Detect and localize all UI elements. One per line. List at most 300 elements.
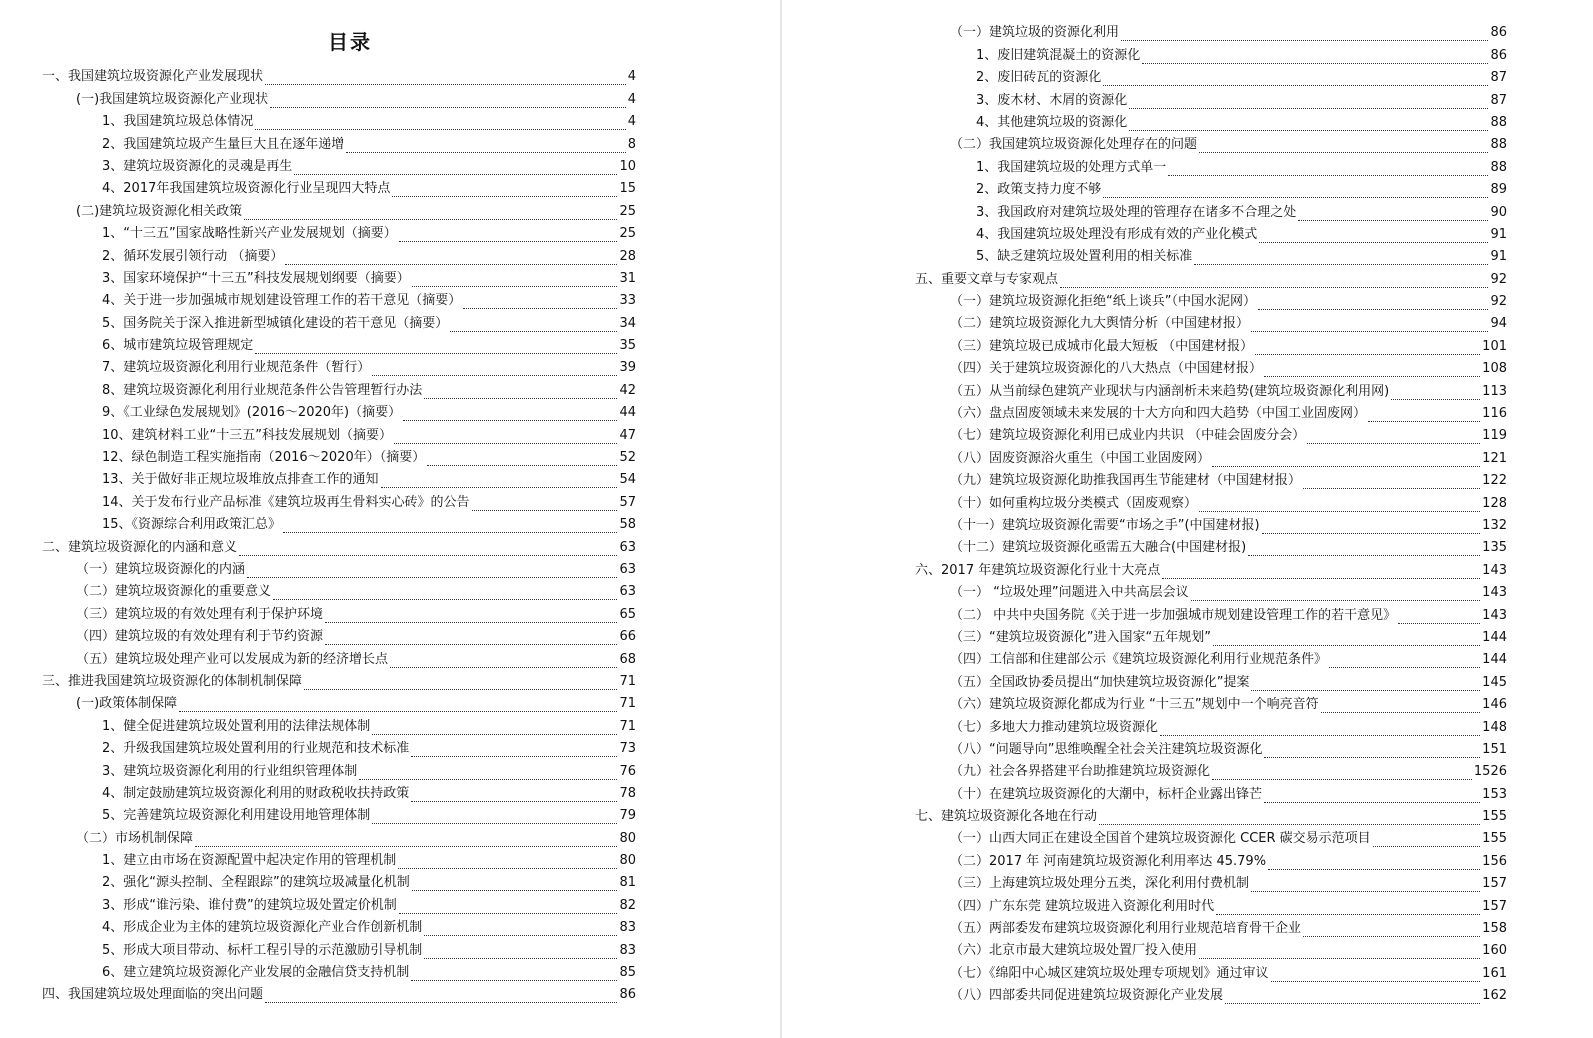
toc-entry[interactable] — [0, 936, 700, 958]
toc-entry-page: 80 — [619, 853, 636, 869]
toc-entry-page: 92 — [1490, 294, 1507, 310]
toc-entry-text: 3、建筑垃圾资源化利用的行业组织管理体制 — [102, 763, 358, 779]
toc-entry-text: （三）上海建筑垃圾处理分五类，深化利用付费机制 — [950, 876, 1250, 892]
toc-entry-text: （三）建筑垃圾已成城市化最大短板 （中国建材报） — [950, 338, 1254, 354]
toc-leader-dots — [1199, 944, 1480, 959]
toc-entry[interactable] — [870, 176, 1570, 198]
toc-entry[interactable] — [0, 220, 700, 242]
toc-leader-dots — [412, 272, 618, 287]
toc-leader-dots — [247, 563, 617, 578]
toc-entry[interactable] — [870, 579, 1570, 601]
toc-entry-page: 158 — [1482, 921, 1507, 937]
toc-entry-page: 42 — [619, 382, 636, 398]
toc-entry[interactable] — [870, 803, 1570, 825]
toc-leader-dots — [265, 70, 626, 85]
toc-entry[interactable] — [870, 982, 1570, 1004]
toc-entry[interactable] — [0, 130, 700, 152]
toc-entry[interactable] — [0, 309, 700, 331]
toc-leader-dots — [1307, 429, 1480, 444]
toc-entry-page: 8 — [627, 136, 636, 152]
toc-entry-text: （九）建筑垃圾资源化助推我国再生节能建材（中国建材报） — [950, 473, 1302, 489]
toc-entry-text: （二） 中共中央国务院《关于进一步加强城市规划建设管理工作的若干意见》 — [950, 607, 1397, 623]
toc-entry[interactable] — [0, 376, 700, 398]
toc-entry-text: （五）两部委发布建筑垃圾资源化利用行业规范培育骨干企业 — [950, 921, 1302, 937]
toc-entry[interactable] — [870, 444, 1570, 466]
toc-entry-text: （五）从当前绿色建筑产业现状与内涵剖析未来趋势(建筑垃圾资源化利用网) — [950, 383, 1390, 399]
toc-entry[interactable] — [870, 556, 1570, 578]
toc-entry-text: 3、形成“谁污染、谁付费”的建筑垃圾处置定价机制 — [102, 897, 397, 913]
toc-leader-dots — [1142, 49, 1488, 64]
toc-entry-text: 1、我国建筑垃圾总体情况 — [102, 114, 254, 130]
toc-entry-page: 4 — [627, 114, 636, 130]
toc-entry-text: (一)政策体制保障 — [76, 696, 178, 712]
toc-entry[interactable] — [870, 780, 1570, 802]
toc-entry-page: 119 — [1482, 428, 1507, 444]
toc-entry[interactable] — [0, 175, 700, 197]
toc-entry-page: 161 — [1482, 965, 1507, 981]
toc-entry-page: 15 — [619, 181, 636, 197]
toc-entry-page: 143 — [1482, 607, 1507, 623]
toc-entry[interactable] — [870, 355, 1570, 377]
toc-entry-text: 3、国家环境保护“十三五”科技发展规划纲要（摘要） — [102, 270, 410, 286]
toc-entry-page: 35 — [619, 338, 636, 354]
toc-entry-page: 79 — [619, 808, 636, 824]
toc-entry-page: 63 — [619, 584, 636, 600]
toc-entry[interactable] — [870, 736, 1570, 758]
toc-entry-text: （二）2017 年 河南建筑垃圾资源化利用率达 45.79% — [950, 853, 1267, 869]
toc-entry-text: （一）建筑垃圾资源化拒绝“纸上谈兵”（中国水泥网） — [950, 294, 1256, 310]
toc-leader-dots — [239, 541, 617, 556]
toc-entry-text: 3、建筑垃圾资源化的灵魂是再生 — [102, 158, 293, 174]
toc-leader-dots — [1391, 385, 1480, 400]
toc-entry-page: 87 — [1490, 92, 1507, 108]
toc-entry-page: 25 — [619, 203, 636, 219]
toc-entry-page: 47 — [619, 427, 636, 443]
toc-entry-page: 157 — [1482, 876, 1507, 892]
toc-entry-text: 8、建筑垃圾资源化利用行业规范条件公告管理暂行办法 — [102, 382, 423, 398]
toc-entry-text: 三、推进我国建筑垃圾资源化的体制机制保障 — [42, 673, 303, 689]
toc-entry-page: 144 — [1482, 652, 1507, 668]
toc-entry-text: （四）广东东莞 建筑垃圾进入资源化利用时代 — [950, 898, 1215, 914]
toc-entry[interactable] — [0, 824, 700, 846]
toc-entry[interactable] — [870, 153, 1570, 175]
toc-entry[interactable] — [0, 332, 700, 354]
toc-entry-text: 3、我国政府对建筑垃圾处理的管理存在诸多不合理之处 — [976, 204, 1297, 220]
toc-entry[interactable] — [870, 870, 1570, 892]
toc-entry-page: 25 — [619, 226, 636, 242]
toc-leader-dots — [424, 384, 617, 399]
toc-leader-dots — [1248, 541, 1480, 556]
toc-entry-text: 1、“十三五”国家战略性新兴产业发展规划（摘要） — [102, 226, 397, 242]
toc-entry-text: （七）多地大力推动建筑垃圾资源化 — [950, 719, 1159, 735]
toc-entry-text: （一） “垃圾处理”问题进入中共高层会议 — [950, 585, 1189, 601]
toc-entry-page: 156 — [1482, 853, 1507, 869]
toc-leader-dots — [285, 250, 617, 265]
toc-leader-dots — [398, 854, 617, 869]
toc-entry[interactable] — [0, 757, 700, 779]
toc-entry[interactable] — [0, 533, 700, 555]
toc-entry-text: 2、废旧砖瓦的资源化 — [976, 70, 1102, 86]
toc-entry-page: 88 — [1490, 137, 1507, 153]
toc-entry-page: 52 — [619, 450, 636, 466]
toc-entry-page: 66 — [619, 629, 636, 645]
toc-leader-dots — [463, 294, 617, 309]
toc-entry-text: 二、建筑垃圾资源化的内涵和意义 — [42, 539, 238, 555]
toc-entry[interactable] — [870, 847, 1570, 869]
toc-entry[interactable] — [870, 489, 1570, 511]
toc-entry-page: 160 — [1482, 943, 1507, 959]
toc-leader-dots — [403, 406, 617, 421]
toc-leader-dots — [1251, 877, 1480, 892]
toc-leader-dots — [392, 182, 617, 197]
toc-entry-page: 71 — [619, 696, 636, 712]
toc-entry-page: 122 — [1482, 473, 1507, 489]
toc-leader-dots — [283, 518, 617, 533]
toc-entry-page: 71 — [619, 718, 636, 734]
toc-entry[interactable] — [870, 400, 1570, 422]
toc-leader-dots — [1255, 340, 1480, 355]
toc-entry[interactable] — [870, 377, 1570, 399]
toc-entry-page: 94 — [1490, 316, 1507, 332]
toc-entry[interactable] — [870, 64, 1570, 86]
toc-leader-dots — [1099, 810, 1480, 825]
toc-leader-dots — [255, 115, 625, 130]
toc-entry-page: 88 — [1490, 159, 1507, 175]
toc-entry-text: （四）工信部和住建部公示《建筑垃圾资源化利用行业规范条件》 — [950, 652, 1328, 668]
toc-leader-dots — [381, 473, 618, 488]
toc-entry-page: 135 — [1482, 540, 1507, 556]
toc-entry-text: （六）建筑垃圾资源化都成为行业 “十三五”规划中一个响亮音符 — [950, 697, 1319, 713]
toc-entry[interactable] — [870, 937, 1570, 959]
toc-entry[interactable] — [870, 265, 1570, 287]
toc-entry-page: 116 — [1482, 406, 1507, 422]
toc-leader-dots — [273, 585, 617, 600]
toc-entry[interactable] — [870, 668, 1570, 690]
toc-entry-page: 65 — [619, 606, 636, 622]
toc-leader-dots — [1303, 922, 1480, 937]
toc-entry[interactable] — [870, 221, 1570, 243]
toc-leader-dots — [1262, 519, 1481, 534]
toc-leader-dots — [1268, 855, 1480, 870]
toc-entry[interactable] — [870, 825, 1570, 847]
toc-leader-dots — [325, 608, 617, 623]
toc-leader-dots — [472, 496, 618, 511]
toc-entry[interactable] — [0, 265, 700, 287]
toc-leader-dots — [372, 361, 617, 376]
toc-leader-dots — [255, 339, 617, 354]
toc-entry-text: （六）北京市最大建筑垃圾处置厂投入使用 — [950, 943, 1198, 959]
toc-entry-text: （八）固废资源浴火重生（中国工业固废网） — [950, 450, 1211, 466]
toc-entry[interactable] — [0, 488, 700, 510]
toc-entry[interactable] — [0, 578, 700, 600]
toc-entry-page: 153 — [1482, 786, 1507, 802]
toc-leader-dots — [1212, 452, 1480, 467]
toc-entry-text: (一)我国建筑垃圾资源化产业现状 — [76, 91, 269, 107]
toc-entry-text: 4、2017年我国建筑垃圾资源化行业呈现四大特点 — [102, 181, 391, 197]
toc-entry[interactable] — [0, 690, 700, 712]
toc-entry-page: 86 — [619, 987, 636, 1003]
toc-leader-dots — [1129, 94, 1488, 109]
toc-entry-page: 83 — [619, 920, 636, 936]
toc-entry-page: 83 — [619, 942, 636, 958]
toc-leader-dots — [1194, 250, 1488, 265]
toc-entry-text: 1、废旧建筑混凝土的资源化 — [976, 47, 1141, 63]
toc-entry[interactable] — [870, 959, 1570, 981]
toc-entry[interactable] — [0, 712, 700, 734]
toc-leader-dots — [1258, 295, 1488, 310]
toc-entry-page: 87 — [1490, 70, 1507, 86]
toc-entry-text: （九）社会各界搭建平台助推建筑垃圾资源化 — [950, 764, 1211, 780]
toc-entry[interactable] — [0, 847, 700, 869]
toc-entry[interactable] — [0, 287, 700, 309]
toc-leader-dots — [450, 317, 617, 332]
toc-leader-dots — [195, 832, 617, 847]
toc-entry-text: （二）我国建筑垃圾资源化处理存在的问题 — [950, 137, 1198, 153]
toc-entry-page: 89 — [1490, 182, 1507, 198]
toc-entry-page: 68 — [619, 651, 636, 667]
toc-entry-page: 76 — [619, 763, 636, 779]
toc-entry[interactable] — [870, 41, 1570, 63]
toc-leader-dots — [1271, 967, 1481, 982]
toc-entry[interactable] — [870, 288, 1570, 310]
toc-leader-dots — [1264, 788, 1480, 803]
toc-entry-text: 15、《资源综合利用政策汇总》 — [102, 517, 282, 533]
toc-entry-page: 92 — [1490, 271, 1507, 287]
toc-entry-text: （一）建筑垃圾资源化的内涵 — [76, 561, 246, 577]
toc-leader-dots — [1264, 362, 1480, 377]
toc-leader-dots — [346, 138, 625, 153]
toc-entry-page: 1526 — [1473, 764, 1507, 780]
toc-entry-text: 10、建筑材料工业“十三五”科技发展规划（摘要） — [102, 427, 393, 443]
toc-entry-text: （一）建筑垃圾的资源化利用 — [950, 25, 1120, 41]
toc-entry-text: （五）全国政协委员提出“加快建筑垃圾资源化”提案 — [950, 674, 1250, 690]
toc-entry-text: （七）《绵阳中心城区建筑垃圾处理专项规划》通过审议 — [950, 965, 1269, 981]
toc-entry[interactable] — [0, 511, 700, 533]
toc-entry-text: 3、废木材、木屑的资源化 — [976, 92, 1128, 108]
toc-entry-text: （二）市场机制保障 — [76, 830, 194, 846]
toc-entry[interactable] — [870, 691, 1570, 713]
toc-entry[interactable] — [0, 242, 700, 264]
toc-leader-dots — [1103, 71, 1488, 86]
toc-entry-page: 54 — [619, 472, 636, 488]
toc-entry-page: 71 — [619, 673, 636, 689]
toc-entry-page: 162 — [1482, 988, 1507, 1004]
toc-entry-text: （四）关于建筑垃圾资源化的八大热点（中国建材报） — [950, 361, 1263, 377]
toc-entry-page: 144 — [1482, 629, 1507, 645]
toc-entry-text: 7、建筑垃圾资源化利用行业规范条件（暂行） — [102, 360, 371, 376]
toc-entry-page: 91 — [1490, 249, 1507, 265]
toc-entry[interactable] — [870, 109, 1570, 131]
toc-entry-page: 57 — [619, 494, 636, 510]
toc-entry[interactable] — [870, 601, 1570, 623]
toc-entry[interactable] — [0, 600, 700, 622]
toc-entry-text: 5、缺乏建筑垃圾处置利用的相关标准 — [976, 249, 1193, 265]
toc-entry-page: 44 — [619, 405, 636, 421]
toc-entry[interactable] — [0, 197, 700, 219]
toc-leader-dots — [1191, 586, 1481, 601]
toc-entry[interactable] — [0, 959, 700, 981]
toc-page-right — [870, 0, 1570, 1038]
toc-entry-text: （十）在建筑垃圾资源化的大潮中，标杆企业露出锋芒 — [950, 786, 1263, 802]
toc-leader-dots — [1259, 228, 1488, 243]
toc-entry-text: 四、我国建筑垃圾处理面临的突出问题 — [42, 987, 264, 1003]
toc-entry[interactable] — [870, 758, 1570, 780]
toc-entry[interactable] — [870, 713, 1570, 735]
toc-entry[interactable] — [0, 444, 700, 466]
toc-entry-text: （十）如何重构垃圾分类模式（固废观察） — [950, 495, 1198, 511]
toc-entry-text: 1、健全促进建筑垃圾处置利用的法律法规体制 — [102, 718, 371, 734]
toc-entry[interactable] — [870, 310, 1570, 332]
toc-leader-dots — [1264, 743, 1480, 758]
toc-entry[interactable] — [870, 422, 1570, 444]
toc-entry[interactable] — [0, 623, 700, 645]
toc-leader-dots — [294, 160, 617, 175]
toc-entry[interactable] — [870, 86, 1570, 108]
toc-entry-text: （一）山西大同正在建设全国首个建筑垃圾资源化 CCER 碳交易示范项目 — [950, 831, 1371, 847]
toc-entry-page: 4 — [627, 69, 636, 85]
toc-leader-dots — [1303, 474, 1480, 489]
toc-entry[interactable] — [870, 512, 1570, 534]
toc-entry-page: 155 — [1482, 809, 1507, 825]
toc-entry-page: 4 — [627, 91, 636, 107]
toc-entry-page: 63 — [619, 539, 636, 555]
toc-entry-text: 12、绿色制造工程实施指南（2016～2020年）（摘要） — [102, 450, 426, 466]
toc-entry-page: 39 — [619, 360, 636, 376]
toc-leader-dots — [424, 921, 617, 936]
toc-entry-text: 9、《工业绿色发展规划》(2016～2020年)（摘要） — [102, 405, 402, 421]
toc-entry[interactable] — [0, 802, 700, 824]
toc-leader-dots — [411, 742, 617, 757]
toc-entry[interactable] — [0, 981, 700, 1003]
toc-entry-page: 143 — [1482, 585, 1507, 601]
toc-entry[interactable] — [870, 892, 1570, 914]
toc-leader-dots — [270, 93, 626, 108]
toc-entry[interactable] — [0, 85, 700, 107]
toc-entry-text: 13、关于做好非正规垃圾堆放点排查工作的通知 — [102, 472, 379, 488]
toc-entry-text: 六、2017 年建筑垃圾资源化行业十大亮点 — [915, 562, 1161, 578]
toc-leader-dots — [265, 988, 617, 1003]
toc-entry[interactable] — [0, 735, 700, 757]
toc-entry-page: 80 — [619, 830, 636, 846]
toc-entry-page: 86 — [1490, 47, 1507, 63]
toc-entry-page: 151 — [1482, 741, 1507, 757]
toc-entry-page: 145 — [1482, 674, 1507, 690]
toc-entry-page: 81 — [619, 875, 636, 891]
toc-leader-dots — [1160, 721, 1480, 736]
toc-entry[interactable] — [0, 354, 700, 376]
toc-leader-dots — [1251, 317, 1488, 332]
toc-entry[interactable] — [870, 332, 1570, 354]
toc-entry-page: 90 — [1490, 204, 1507, 220]
toc-entry-page: 155 — [1482, 831, 1507, 847]
toc-entry[interactable] — [870, 243, 1570, 265]
toc-leader-dots — [1199, 138, 1488, 153]
toc-entry[interactable] — [0, 869, 700, 891]
toc-leader-dots — [411, 787, 617, 802]
toc-entry-text: （七）建筑垃圾资源化利用已成业内共识 （中硅会固废分会） — [950, 428, 1306, 444]
toc-entry[interactable] — [870, 646, 1570, 668]
toc-entry[interactable] — [0, 914, 700, 936]
toc-entry-page: 113 — [1482, 383, 1507, 399]
toc-entry[interactable] — [0, 63, 700, 85]
toc-leader-dots — [179, 697, 617, 712]
toc-entry[interactable] — [870, 624, 1570, 646]
toc-entry-text: （八）“问题导向”思维唤醒全社会关注建筑垃圾资源化 — [950, 741, 1263, 757]
toc-entry[interactable] — [870, 131, 1570, 153]
toc-leader-dots — [1398, 609, 1480, 624]
toc-entry[interactable] — [870, 915, 1570, 937]
toc-leader-dots — [390, 653, 617, 668]
toc-leader-dots — [1298, 206, 1488, 221]
toc-leader-dots — [412, 876, 618, 891]
toc-leader-dots — [424, 944, 617, 959]
toc-entry-text: 14、关于发布行业产品标准《建筑垃圾再生骨料实心砖》的公告 — [102, 494, 470, 510]
toc-entry-page: 78 — [619, 785, 636, 801]
toc-entry-text: （六）盘点固废领域未来发展的十大方向和四大趋势（中国工业固废网） — [950, 406, 1367, 422]
toc-entry[interactable] — [0, 421, 700, 443]
toc-entry[interactable] — [0, 108, 700, 130]
toc-leader-dots — [1373, 832, 1481, 847]
toc-entry-page: 10 — [619, 158, 636, 174]
toc-entry[interactable] — [870, 19, 1570, 41]
toc-entry[interactable] — [870, 534, 1570, 556]
toc-entry-text: 6、建立建筑垃圾资源化产业发展的金融信贷支持机制 — [102, 965, 410, 981]
toc-leader-dots — [325, 630, 617, 645]
toc-entry-text: 一、我国建筑垃圾资源化产业发展现状 — [42, 69, 264, 85]
toc-entry-text: （三）建筑垃圾的有效处理有利于保护环境 — [76, 606, 324, 622]
toc-leader-dots — [359, 765, 617, 780]
toc-leader-dots — [1368, 407, 1480, 422]
toc-entry-page: 82 — [619, 897, 636, 913]
toc-entry[interactable] — [0, 645, 700, 667]
toc-entry-page: 86 — [1490, 25, 1507, 41]
toc-leader-dots — [1251, 676, 1480, 691]
toc-entry[interactable] — [0, 399, 700, 421]
toc-entry[interactable] — [0, 891, 700, 913]
toc-entry[interactable] — [0, 466, 700, 488]
toc-entry-text: 4、制定鼓励建筑垃圾资源化利用的财政税收扶持政策 — [102, 785, 410, 801]
toc-entry[interactable] — [0, 153, 700, 175]
toc-title: 目录 — [328, 30, 372, 54]
toc-leader-dots — [372, 809, 617, 824]
toc-entry[interactable] — [870, 467, 1570, 489]
toc-entry-text: 5、完善建筑垃圾资源化利用建设用地管理体制 — [102, 808, 371, 824]
toc-entry-text: （二）建筑垃圾资源化九大舆情分析（中国建材报） — [950, 316, 1250, 332]
toc-list-left — [0, 63, 700, 1003]
toc-leader-dots — [399, 227, 618, 242]
toc-list-right — [870, 19, 1570, 1004]
toc-entry-page: 88 — [1490, 114, 1507, 130]
toc-entry-text: (二)建筑垃圾资源化相关政策 — [76, 203, 243, 219]
toc-entry-text: 4、我国建筑垃圾处理没有形成有效的产业化模式 — [976, 226, 1258, 242]
toc-entry-text: （三）“建筑垃圾资源化”进入国家“五年规划” — [950, 629, 1211, 645]
toc-entry-text: 4、其他建筑垃圾的资源化 — [976, 114, 1128, 130]
toc-leader-dots — [1199, 497, 1480, 512]
toc-entry[interactable] — [0, 556, 700, 578]
toc-entry-text: （四）建筑垃圾的有效处理有利于节约资源 — [76, 629, 324, 645]
toc-entry-page: 121 — [1482, 450, 1507, 466]
toc-leader-dots — [244, 205, 617, 220]
toc-entry-text: （五）建筑垃圾处理产业可以发展成为新的经济增长点 — [76, 651, 389, 667]
toc-entry-text: 4、关于进一步加强城市规划建设管理工作的若干意见（摘要） — [102, 293, 462, 309]
toc-entry-page: 58 — [619, 517, 636, 533]
toc-entry[interactable] — [0, 668, 700, 690]
toc-entry-text: 2、强化“源头控制、全程跟踪”的建筑垃圾减量化机制 — [102, 875, 410, 891]
toc-entry-page: 132 — [1482, 517, 1507, 533]
toc-entry[interactable] — [870, 198, 1570, 220]
toc-entry[interactable] — [0, 780, 700, 802]
toc-entry-text: （十一）建筑垃圾资源化需要“市场之手”(中国建材报) — [950, 517, 1260, 533]
